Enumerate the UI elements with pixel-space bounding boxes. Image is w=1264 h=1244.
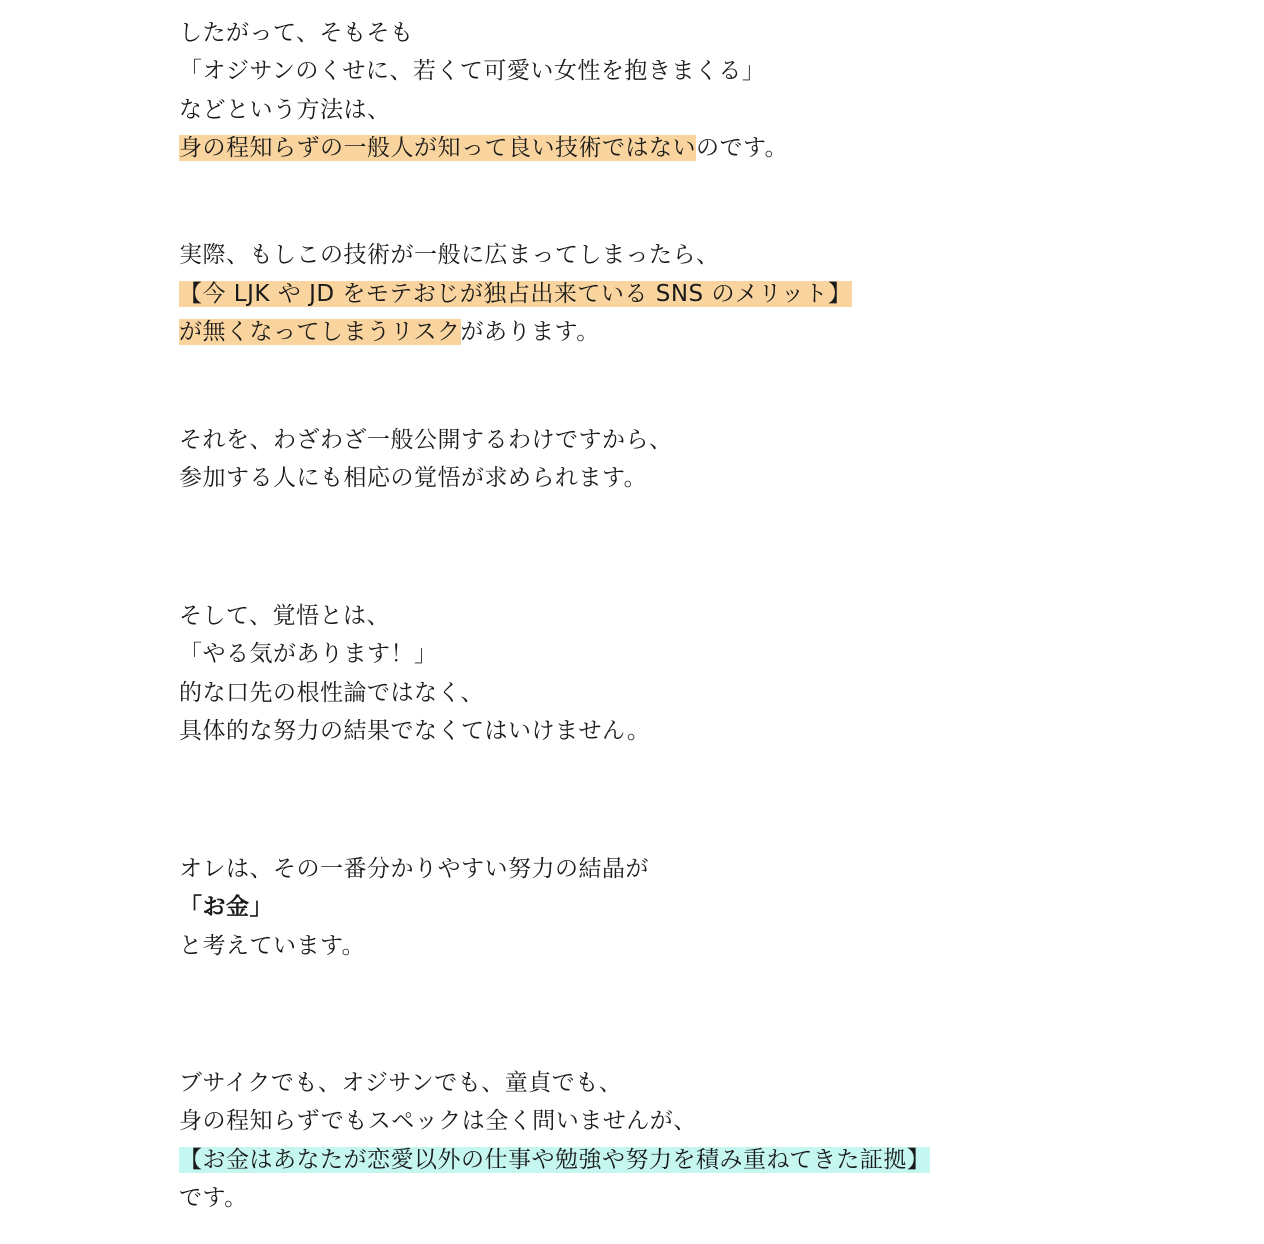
text-run: があります。 — [460, 319, 600, 345]
p4-line2: 「やる気があります！」 — [179, 641, 438, 667]
p5-line2: 「お金」 — [179, 894, 273, 920]
p4-line4: 具体的な努力の結果でなくてはいけません。 — [179, 718, 651, 744]
p3-line2: 参加する人にも相応の覚悟が求められます。 — [179, 465, 648, 491]
p6-line1: ブサイクでも、オジサンでも、童貞でも、 — [179, 1070, 623, 1096]
text-run: のです。 — [696, 135, 789, 161]
p1-line3: などという方法は、 — [179, 97, 391, 123]
p1-line1: したがって、そもそも — [179, 20, 414, 46]
p3-line1: それを、わざわざ一般公開するわけですから、 — [179, 427, 673, 453]
p6-line3 — [179, 1141, 930, 1179]
highlight-cyan: 【お金はあなたが恋愛以外の仕事や勉強や努力を積み重ねてきた証拠】 — [179, 1147, 931, 1173]
p5-line1: オレは、その一番分かりやすい努力の結晶が — [179, 856, 649, 882]
p1-line4 — [179, 129, 788, 167]
p2-line1: 実際、もしこの技術が一般に広まってしまったら、 — [179, 242, 720, 268]
highlight-orange: 【今 LJK や JD をモテおじが独占出来ている SNS のメリット】 — [179, 281, 852, 307]
p1-line2: 「オジサンのくせに、若くて可愛い女性を抱きまくる」 — [179, 58, 766, 84]
p2-line2 — [179, 275, 852, 313]
highlight-orange: 身の程知らずの一般人が知って良い技術ではない — [179, 135, 696, 161]
p4-line3: 的な口先の根性論ではなく、 — [179, 680, 485, 706]
p4-line1: そして、覚悟とは、 — [179, 603, 391, 629]
highlight-orange: が無くなってしまうリスク — [179, 319, 461, 345]
p6-line4: です。 — [179, 1185, 248, 1211]
p6-line2: 身の程知らずでもスペックは全く問いませんが、 — [179, 1108, 697, 1134]
p2-line3 — [179, 313, 600, 351]
p5-line3: と考えています。 — [179, 933, 366, 959]
